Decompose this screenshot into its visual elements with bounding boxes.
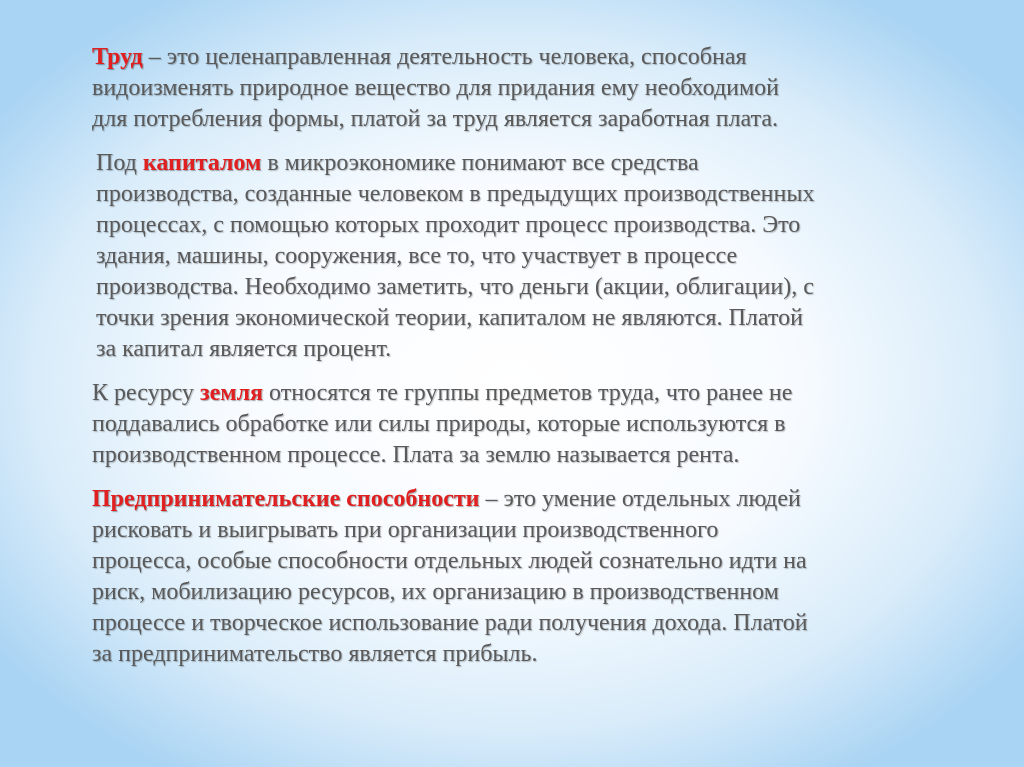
term-labor: Труд — [92, 44, 143, 70]
paragraph-labor — [92, 42, 952, 135]
paragraph-capital-text: в микроэкономике понимают все средства производства, созданные человеком в предыдущих производственных процессах, с помощью которых проходит процесс производства. Это здания, машины, сооружения, все то, что участвует в процессе производства. Необходимо заметить, что деньги (акции, облигации), с точки зрения экономической теории, капиталом не являются. Платой за капитал является процент. — [96, 150, 815, 362]
paragraph-entrepreneurship-text: – это умение отдельных людей рисковать и выигрывать при организации производственного процесса, особые способности отдельных людей сознательно идти на риск, мобилизацию ресурсов, их организацию в производственном процессе и творческое использование ради получения дохода. Платой за предпринимательство является прибыль. — [92, 486, 808, 667]
paragraph-labor-text: – это целенаправленная деятельность человека, способная видоизменять природное вещество для придания ему необходимой для потребления формы, платой за труд является заработная плата. — [92, 44, 780, 132]
paragraph-land-before: К ресурсу — [92, 380, 200, 406]
paragraph-land — [92, 378, 952, 471]
term-capital: капиталом — [142, 150, 262, 176]
term-entrepreneurship: Предпринимательские способности — [92, 486, 480, 512]
slide-text-block — [92, 42, 952, 683]
paragraph-entrepreneurship — [92, 484, 952, 670]
term-land: земля — [199, 380, 264, 406]
paragraph-capital — [92, 148, 952, 365]
paragraph-land-text: относятся те группы предметов труда, что ранее не поддавались обработке или силы природы, которые используются в производственном процессе. Плата за землю называется рента. — [92, 380, 793, 468]
paragraph-capital-before: Под — [96, 150, 143, 176]
